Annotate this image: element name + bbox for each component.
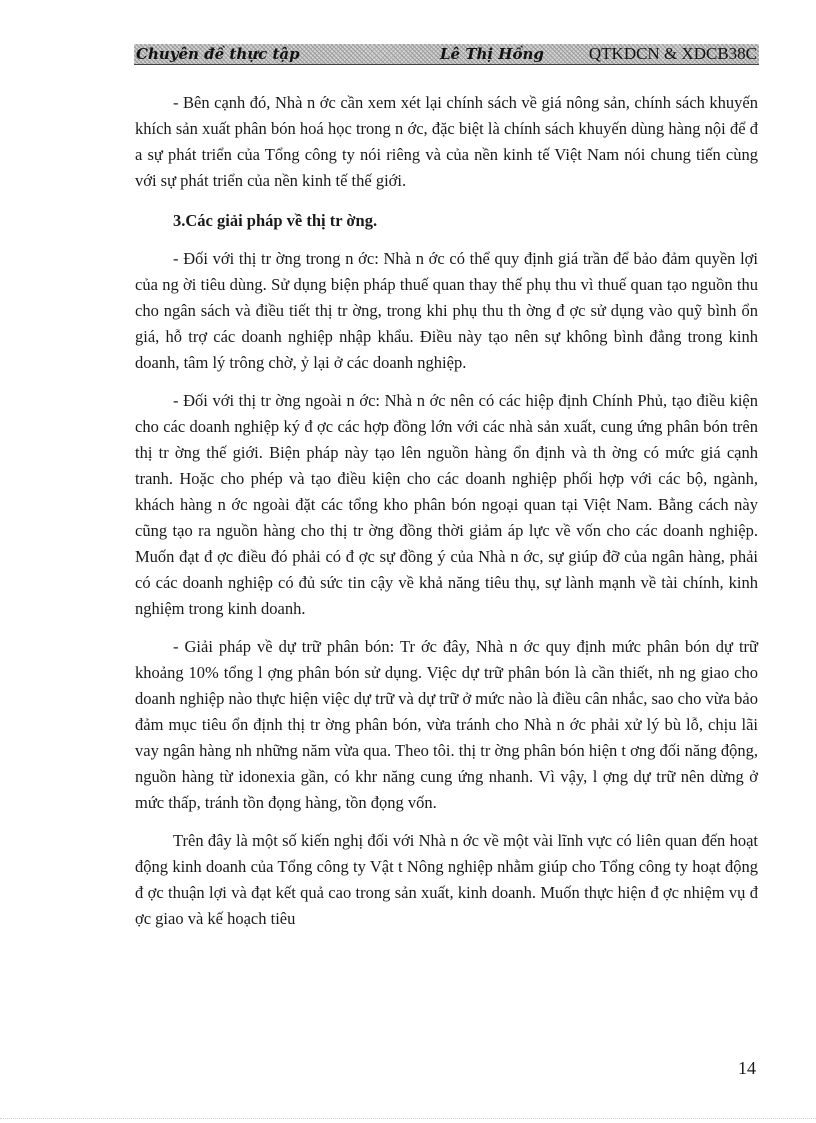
paragraph-domestic-market: - Đối với thị tr ờng trong n ớc: Nhà n ớc có thể quy định giá trần để bảo đảm quyền lợi của ng ời tiêu dùng. Sử dụng biện pháp thuế quan thay thế phụ thu vì thuế quan tạo nguồn thu cho ngân sách và điều tiết thị tr ờng, trong khi phụ thu th ờng đ ợc sử dụng vào quỹ bình ổn giá, hỗ trợ các doanh nghiệp nhập khẩu. Điều này tạo nên sự không bình đẳng trong kinh doanh, tâm lý trông chờ, ỷ lại ở các doanh nghiệp. [135,249,758,372]
page-bottom-divider [0,1118,816,1119]
page-number: 14 [738,1058,756,1078]
header-class-code: QTKDCN & XDCB38C [588,44,757,63]
paragraph-pricing-policy: - Bên cạnh đó, Nhà n ớc cần xem xét lại chính sách về giá nông sản, chính sách khuyến khích sản xuất phân bón hoá học trong n ớc, đặc biệt là chính sách khuyến dùng hàng nội để đ a sự phát triển của Tổng công ty nói riêng và của nền kinh tế Việt Nam nói chung tiến cùng với sự phát triển của nền kinh tế thế giới. [135,93,758,190]
header-report-title: Chuyên đề thực tập [136,45,300,63]
paragraph-foreign-market: - Đối với thị tr ờng ngoài n ớc: Nhà n ớc nên có các hiệp định Chính Phủ, tạo điều kiện cho các doanh nghiệp ký đ ợc các hợp đồng lớn với các nhà sản xuất, cung ứng phân bón trên thị tr ờng thế giới. Biện pháp này tạo lên nguồn hàng ổn định và th ờng có mức giá cạnh tranh. Hoặc cho phép và tạo điều kiện cho các doanh nghiệp phối hợp với các bộ, ngành, khách hàng n ớc ngoài đặt các tổng kho phân bón ngoại quan tại Việt Nam. Bằng cách này cũng tạo ra nguồn hàng cho thị tr ờng đồng thời giảm áp lực về vốn cho các doanh nghiệp. Muốn đạt đ ợc điều đó phải có đ ợc sự đồng ý của Nhà n ớc, sự giúp đỡ của ngân hàng, phải có các doanh nghiệp có đủ sức tin cậy về khả năng tiêu thụ, sự lành mạnh về tài chính, kinh nghiệm trong kinh doanh. [135,391,758,618]
paragraph-conclusion: Trên đây là một số kiến nghị đối với Nhà n ớc về một vài lĩnh vực có liên quan đến hoạt động kinh doanh của Tổng công ty Vật t Nông nghiệp nhằm giúp cho Tổng công ty hoạt động đ ợc thuận lợi và đạt kết quả cao trong sản xuất, kinh doanh. Muốn thực hiện đ ợc nhiệm vụ đ ợc giao và kế hoạch tiêu [135,831,758,928]
paragraph-fertilizer-reserve: - Giải pháp về dự trữ phân bón: Tr ớc đây, Nhà n ớc quy định mức phân bón dự trữ khoảng 10% tổng l ợng phân bón sử dụng. Việc dự trữ phân bón là cần thiết, nh ng giao cho doanh nghiệp nào thực hiện việc dự trữ và dự trữ ở mức nào là điều cân nhắc, sao cho vừa bảo đảm mục tiêu ổn định thị tr ờng phân bón, vừa tránh cho Nhà n ớc phải xử lý bù lỗ, chịu lãi vay ngân hàng nh những năm vừa qua. Theo tôi. thị tr ờng phân bón hiện t ơng đối năng động, nguồn hàng từ idonexia gần, có khr năng cung ứng nhanh. Vì vậy, l ợng dự trữ nên dừng ở mức thấp, tránh tồn đọng hàng, tồn đọng vốn. [135,637,758,812]
header-author-name: Lê Thị Hồng [440,45,544,63]
document-body [135,90,758,944]
section-heading-market-solutions: 3.Các giải pháp về thị tr ờng. [173,211,378,230]
page-header [134,44,759,65]
